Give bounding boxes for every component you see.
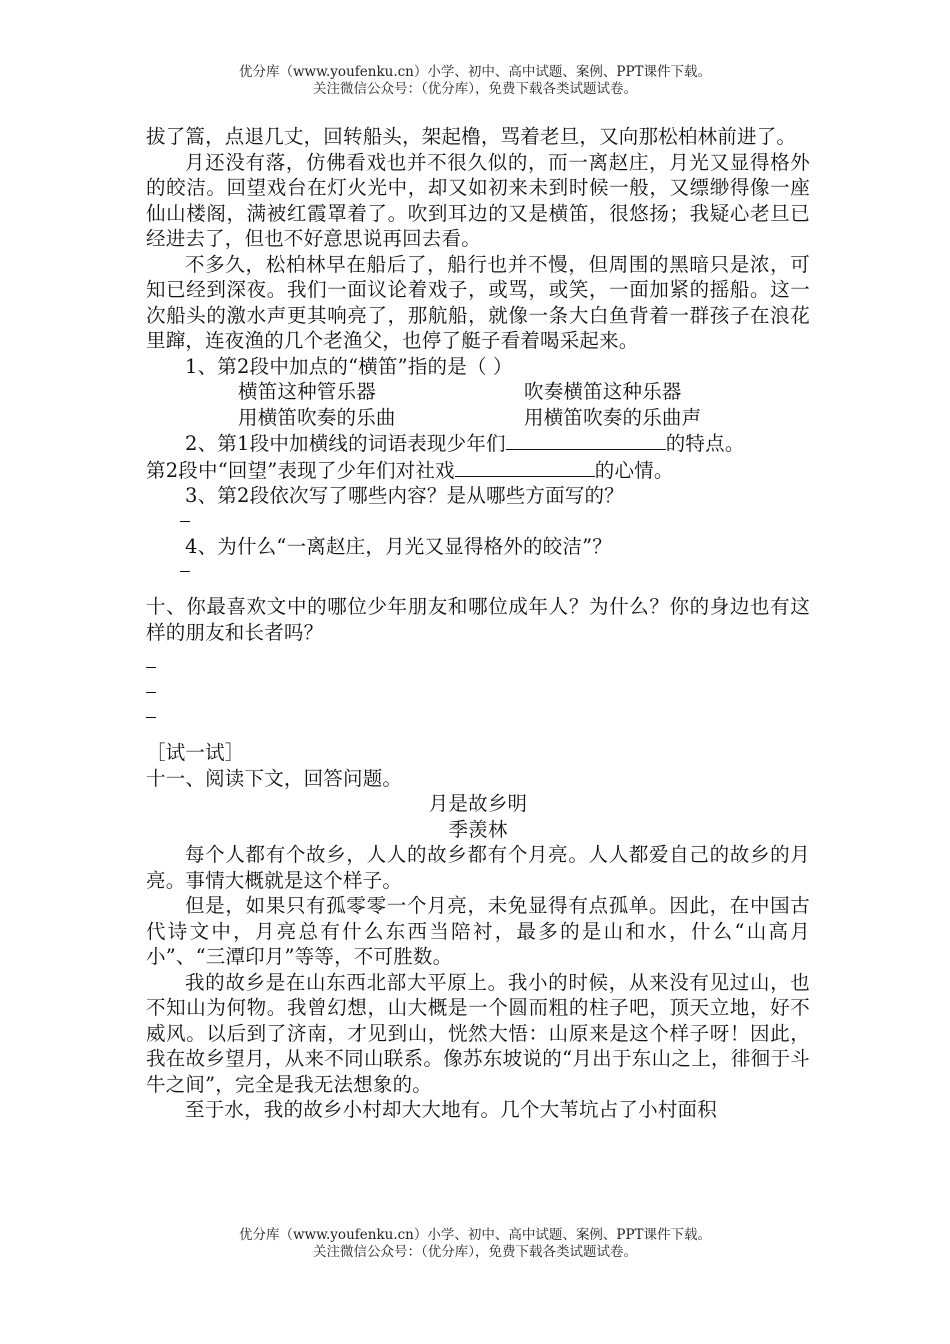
- passage-paragraph-2: 月还没有落，仿佛看戏也并不很久似的，而一离赵庄，月光又显得格外的皎洁。回望戏台在灯火光中，却又如初来未到时候一般，又缥缈得像一座仙山楼阁，满被红霞罩着了。吹到耳边的又是横笛，很悠扬；我疑心老旦已经进去了，但也不好意思说再回去看。: [146, 150, 810, 250]
- question-4-answer-line[interactable]: [146, 559, 810, 584]
- question-2-text-d: 的心情。: [594, 458, 674, 482]
- question-1: 1、第2段中加点的“横笛”指的是（ ）: [185, 354, 513, 378]
- page-header: [0, 64, 950, 98]
- section-10-answer-line-3[interactable]: [146, 705, 810, 730]
- question-1-options-row-1: [238, 379, 810, 405]
- question-2-answer-blank-1[interactable]: [506, 430, 666, 450]
- question-2: [146, 430, 810, 457]
- article-paragraph-1: 每个人都有个故乡，人人的故乡都有个月亮。人人都爱自己的故乡的月亮。事情大概就是这个样子。: [146, 843, 810, 892]
- try-it-tag: ［试一试］: [146, 741, 245, 764]
- question-1-option-b[interactable]: 吹奏横笛这种乐器: [524, 380, 682, 403]
- question-2-answer-blank-2[interactable]: [455, 457, 595, 477]
- page-footer: [0, 1227, 950, 1261]
- passage-paragraph-1: 拔了篙，点退几丈，回转船头，架起橹，骂着老旦，又向那松柏林前进了。: [146, 125, 797, 148]
- document-body: [146, 124, 810, 1123]
- question-2-text-b: 的特点。: [665, 432, 745, 455]
- passage-paragraph-3: 不多久，松柏林早在船后了，船行也并不慢，但周围的黑暗只是浓，可知已经到深夜。我们一面议论着戏子，或骂，或笑，一面加紧的摇船。这一次船头的激水声更其响亮了，那航船，就像一条大白鱼背着一群孩子在浪花里蹿，连夜渔的几个老渔父，也停了艇子看着喝采起来。: [146, 252, 810, 352]
- question-2-text-a: 2、第1段中加横线的词语表现少年们: [185, 432, 506, 455]
- article-author: 季羡林: [448, 817, 508, 841]
- question-3: 3、第2段依次写了哪些内容？是从哪些方面写的？: [185, 484, 624, 507]
- section-10-answer-line-2[interactable]: [146, 680, 810, 705]
- article-title: 月是故乡明: [428, 792, 528, 815]
- section-10-answer-line-1[interactable]: [146, 655, 810, 680]
- article-paragraph-4: 至于水，我的故乡小村却大大地有。几个大苇坑占了小村面积: [185, 1098, 717, 1121]
- article-paragraph-3: 我的故乡是在山东西北部大平原上。我小的时候，从来没有见过山，也不知山为何物。我曾幻想，山大概是一个圆而粗的柱子吧，顶天立地，好不威风。以后到了济南，才见到山，恍然大悟：山原来是这个样子呀！因此，我在故乡望月，从来不同山联系。像苏东坡说的“月出于东山之上，徘徊于斗牛之间”，完全是我无法想象的。: [146, 970, 810, 1096]
- question-1-option-c[interactable]: 用横笛吹奏的乐曲: [238, 405, 396, 429]
- footer-line-1: 优分库（www.youfenku.cn）小学、初中、高中试题、案例、PPT课件下载。: [238, 1227, 712, 1243]
- section-10-question: 十、你最喜欢文中的哪位少年朋友和哪位成年人？为什么？你的身边也有这样的朋友和长者吗？: [146, 595, 810, 644]
- question-2-continued: [146, 457, 810, 484]
- section-11-heading: 十一、阅读下文，回答问题。: [146, 766, 403, 790]
- question-1-options-row-2: [238, 405, 810, 431]
- question-3-answer-line[interactable]: [146, 509, 810, 534]
- header-line-1: 优分库（www.youfenku.cn）小学、初中、高中试题、案例、PPT课件下载。: [238, 64, 712, 80]
- question-1-option-a[interactable]: 横笛这种管乐器: [238, 380, 376, 403]
- footer-line-2: 关注微信公众号：（优分库），免费下载各类试题试卷。: [313, 1244, 637, 1260]
- question-4: 4、为什么“一离赵庄，月光又显得格外的皎洁”？: [185, 534, 612, 558]
- article-paragraph-2: 但是，如果只有孤零零一个月亮，未免显得有点孤单。因此，在中国古代诗文中，月亮总有什么东西当陪衬，最多的是山和水，什么“山高月小”、“三潭印月”等等，不可胜数。: [146, 894, 810, 968]
- header-line-2: 关注微信公众号：（优分库），免费下载各类试题试卷。: [313, 81, 637, 97]
- question-2-text-c: 第2段中“回望”表现了少年们对社戏: [146, 458, 455, 482]
- question-1-option-d[interactable]: 用横笛吹奏的乐曲声: [524, 405, 702, 429]
